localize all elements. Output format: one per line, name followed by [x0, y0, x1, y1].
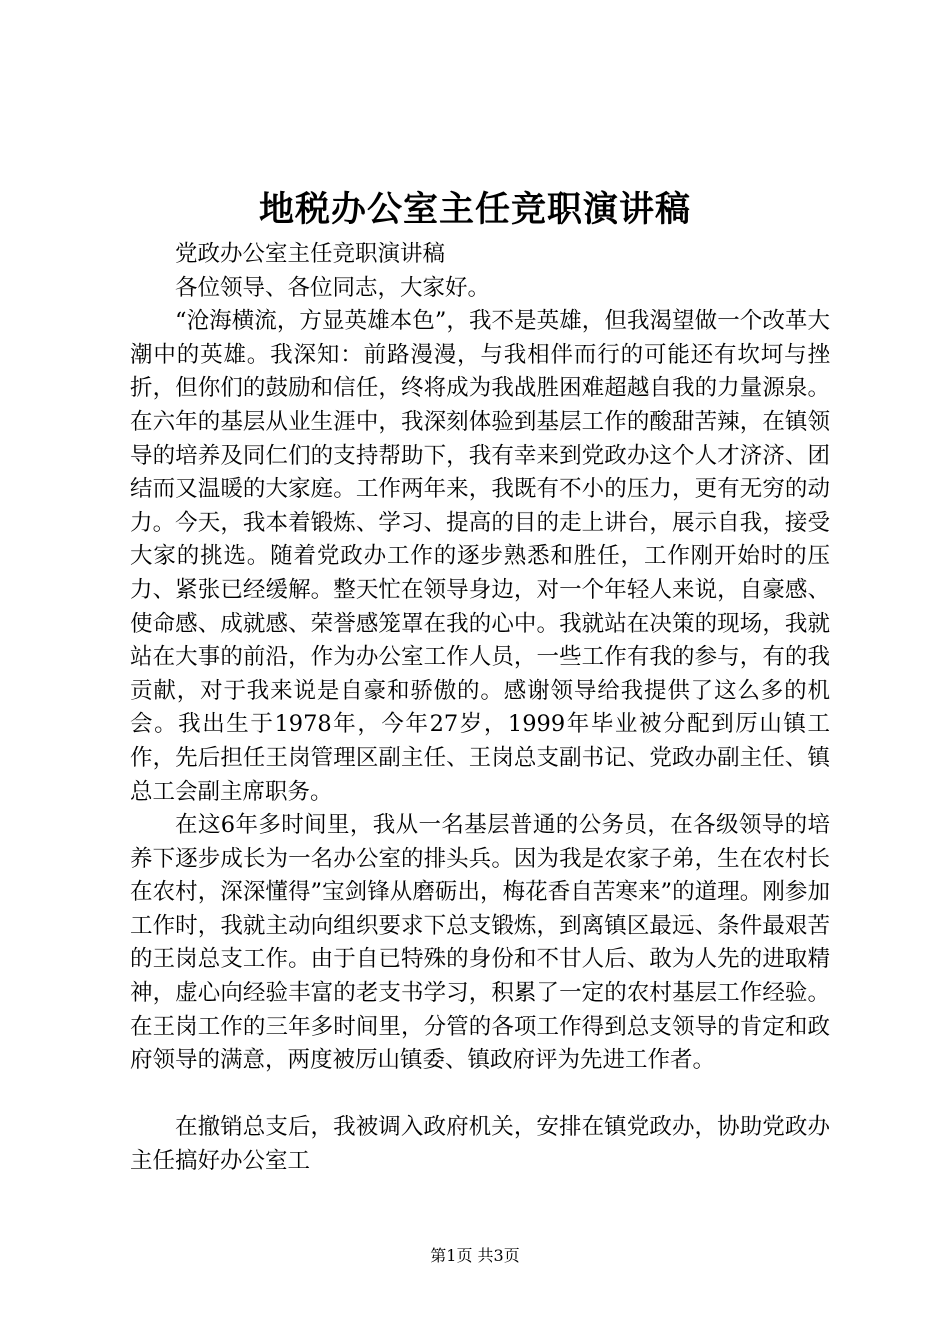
body-paragraph-intro: “沧海横流，方显英雄本色”，我不是英雄，但我渴望做一个改革大潮中的英雄。我深知：前路漫漫，与我相伴而行的可能还有坎坷与挫折，但你们的鼓励和信任，终将成为我战胜困难超越自我的力量源泉。在六年的基层从业生涯中，我深刻体验到基层工作的酸甜苦辣，在镇领导的培养及同仁们的支持帮助下，我有幸来到党政办这个人才济济、团结而又温暖的大家庭。工作两年来，我既有不小的压力，更有无穷的动力。今天，我本着锻炼、学习、提高的目的走上讲台，展示自我，接受大家的挑选。随着党政办工作的逐步熟悉和胜任，工作刚开始时的压力、紧张已经缓解。整天忙在领导身边，对一个年轻人来说，自豪感、使命感、成就感、荣誉感笼罩在我的心中。我就站在决策的现场，我就站在大事的前沿，作为办公室工作人员，一些工作有我的参与，有的我贡献，对于我来说是自豪和骄傲的。感谢领导给我提供了这么多的机会。我出生于1978年，今年27岁，1999年毕业被分配到厉山镇工作，先后担任王岗管理区副主任、王岗总支副书记、党政办副主任、镇总工会副主席职务。	[130, 308, 830, 805]
page-number-footer: 第1页 共3页	[430, 1246, 520, 1265]
greeting-paragraph: 各位领导、各位同志，大家好。	[175, 274, 491, 301]
body-paragraph-transfer: 在撤销总支后，我被调入政府机关，安排在镇党政办，协助党政办主任搞好办公室工	[130, 1114, 830, 1175]
document-title: 地税办公室主任竞职演讲稿	[258, 189, 691, 230]
subtitle-paragraph: 党政办公室主任竞职演讲稿	[175, 241, 446, 267]
document-body	[130, 238, 830, 1179]
body-paragraph-experience: 在这6年多时间里，我从一名基层普通的公务员，在各级领导的培养下逐步成长为一名办公室的排头兵。因为我是农家子弟，生在农村长在农村，深深懂得”宝剑锋从磨砺出，梅花香自苦寒来”的道理。刚参加工作时，我就主动向组织要求下总支锻炼，到离镇区最远、条件最艰苦的王岗总支工作。由于自已特殊的身份和不甘人后、敢为人先的进取精神，虚心向经验丰富的老支书学习，积累了一定的农村基层工作经验。在王岗工作的三年多时间里，分管的各项工作得到总支领导的肯定和政府领导的满意，两度被厉山镇委、镇政府评为先进工作者。	[130, 812, 830, 1074]
